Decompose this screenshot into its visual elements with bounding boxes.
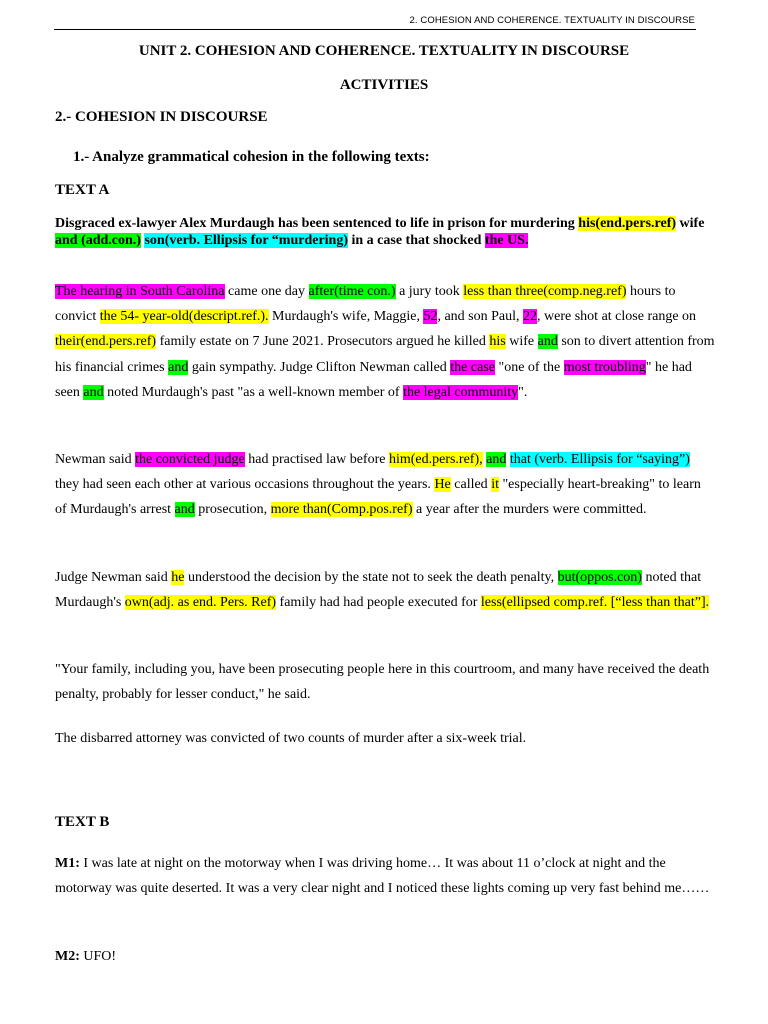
section-heading: 2.- COHESION IN DISCOURSE [55,109,268,125]
text-run: noted that Murdaugh's [55,570,702,611]
magenta-highlight: 22 [523,309,538,325]
speaker-label: M1: [55,856,80,871]
header-rule [54,29,696,30]
text-run: son to divert attention from his financial crimes [55,334,715,375]
text-run: wife [676,216,705,231]
text-run: wife [505,334,538,350]
magenta-highlight: the case [450,359,495,375]
text-a-label: TEXT A [55,182,110,198]
text-run: "one of the [495,359,564,375]
dialogue-text: I was late at night on the motorway when I was driving home… It was about 11 o’clock at night and the motorway was quite deserted. It was a very clear night and I noticed these lights coming up very fast behind me…… [55,856,710,897]
text-run: had practised law before [244,452,389,467]
text-a-headline [55,215,715,249]
text-run: Newman said [55,452,136,467]
text-run: Disgraced ex-lawyer Alex Murdaugh has been sentenced to life in prison for murdering [55,216,579,231]
yellow-highlight: the 54- year-old(descript.ref.). [99,309,269,325]
text-run: ". [518,384,528,400]
instruction: 1.- Analyze grammatical cohesion in the following texts: [73,149,430,165]
yellow-highlight: more than(Comp.pos.ref) [270,502,413,518]
text-run: The disbarred attorney was convicted of two counts of murder after a six-week trial. [55,731,527,746]
text-a-paragraph [55,657,715,707]
yellow-highlight: their(end.pers.ref) [55,334,157,350]
text-run: hours to convict [55,284,676,325]
text-run: Murdaugh's wife, Maggie, [268,309,424,325]
text-a-paragraph [55,279,715,405]
text-run: , and son Paul, [437,309,524,325]
magenta-highlight: 52 [423,309,438,325]
yellow-highlight: his(end.pers.ref) [578,216,677,231]
text-run: called [450,477,492,493]
green-highlight: and [168,359,189,375]
text-run: came one day [224,284,309,299]
yellow-highlight: He [434,477,451,493]
magenta-highlight: the convicted judge [135,452,245,467]
yellow-highlight: it [491,477,499,493]
green-highlight: and [537,334,558,350]
magenta-highlight: The hearing in South Carolina [55,284,225,299]
green-highlight: but(oppos.con) [557,570,642,585]
magenta-highlight: the US. [484,233,529,248]
text-run: noted Murdaugh's past "as a well-known member of [103,384,404,400]
text-run: a year after the murders were committed. [412,502,647,518]
cyan-highlight: son(verb. Ellipsis for “murdering) [144,233,348,248]
text-run: , were shot at close range on [537,309,697,325]
yellow-highlight: him(ed.pers.ref), [388,452,483,467]
green-highlight: and (add.con.) [55,233,141,248]
cyan-highlight: that (verb. Ellipsis for “saying”) [509,452,690,467]
text-run: " he had seen [55,359,692,400]
running-header: 2. COHESION AND COHERENCE. TEXTUALITY IN DISCOURSE [409,15,695,26]
text-run: they had seen each other at various occasions throughout the years. [55,477,435,493]
magenta-highlight: most troubling [563,359,646,375]
green-highlight: and [486,452,507,467]
text-run: in a case that shocked [348,233,485,248]
text-run: understood the decision by the state not to seek the death penalty, [184,570,558,585]
speaker-label: M2: [55,949,80,964]
dialogue-text: UFO! [79,949,117,964]
text-run: gain sympathy. Judge Clifton Newman called [188,359,451,375]
text-a-paragraph [55,565,715,615]
yellow-highlight: less than three(comp.neg.ref) [463,284,627,299]
green-highlight: and [83,384,104,400]
text-run: family estate on 7 June 2021. Prosecutors argued he killed [156,334,490,350]
yellow-highlight: he [171,570,185,585]
yellow-highlight: own(adj. as end. Pers. Ref) [124,595,277,611]
green-highlight: after(time con.) [308,284,396,299]
unit-title: UNIT 2. COHESION AND COHERENCE. TEXTUALITY IN DISCOURSE [138,43,630,59]
activities-heading: ACTIVITIES [339,77,429,93]
green-highlight: and [174,502,195,518]
text-run: "Your family, including you, have been prosecuting people here in this courtroom, and many have received the death penalty, probably for lesser conduct," he said. [55,662,710,703]
yellow-highlight: less(ellipsed comp.ref. [“less than that”]. [480,595,710,611]
text-b-label: TEXT B [55,814,110,830]
yellow-highlight: his [489,334,506,350]
text-run: prosecution, [194,502,271,518]
text-run: "especially heart-breaking" to learn of Murdaugh's arrest [55,477,701,518]
magenta-highlight: the legal community [403,384,519,400]
text-run: a jury took [395,284,464,299]
text-run: family had had people executed for [276,595,481,611]
dialogue-m2 [55,944,715,969]
dialogue-m1 [55,851,715,901]
text-a-paragraph [55,726,715,751]
text-run: Judge Newman said [55,570,172,585]
text-a-paragraph [55,447,715,523]
